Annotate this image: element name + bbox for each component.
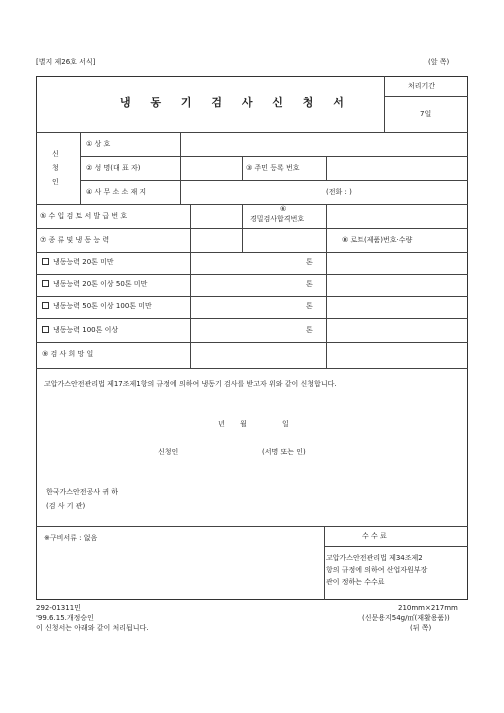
month-label: 월 <box>240 420 247 428</box>
page-side-label: (앞 쪽) <box>428 58 450 66</box>
capacity-option[interactable]: 냉동능력 50톤 이상 100톤 미만 <box>42 302 152 311</box>
recipient-sub: (검 사 기 관) <box>46 502 86 510</box>
checkbox[interactable] <box>42 258 49 265</box>
checkbox[interactable] <box>42 302 49 309</box>
capacity-unit: 톤 <box>306 280 313 288</box>
office-address-label: ④ 사 무 소 소 재 지 <box>86 188 147 196</box>
paper-type: (신문용지54g/㎡(재활용품)) <box>362 614 450 622</box>
signature-placeholder: (서명 또는 인) <box>262 448 306 456</box>
fee-description-line: 관이 정하는 수수료 <box>326 578 385 586</box>
lot-number-label: ⑧ 로트(제품)번호·수량 <box>342 236 413 244</box>
applicant-label-3: 인 <box>52 178 59 186</box>
checkbox[interactable] <box>42 326 49 333</box>
paper-size: 210mm×217mm <box>398 604 458 612</box>
form-code: 292-01311민 <box>36 604 81 612</box>
capacity-unit: 톤 <box>306 302 313 310</box>
capacity-unit: 톤 <box>306 258 313 266</box>
import-review-number-label: ⑤ 수 입 검 토 서 발 급 번 호 <box>40 212 128 220</box>
capacity-option[interactable]: 냉동능력 100톤 이상 <box>42 326 118 335</box>
applicant-label-1: 신 <box>52 150 59 158</box>
required-documents: ※구비서류 : 없음 <box>44 534 98 542</box>
fee-description-line: 고압가스안전관리법 제34조제2 <box>326 554 423 562</box>
processing-period-value: 7일 <box>420 110 432 118</box>
capacity-unit: 톤 <box>306 326 313 334</box>
approval-date: '99.6.15.개정승인 <box>36 614 94 622</box>
processing-note: 이 신청서는 아래와 같이 처리됩니다. <box>36 624 149 632</box>
inspection-date-label: ⑨ 검 사 희 망 일 <box>42 350 94 358</box>
fee-description-line: 항의 규정에 의하여 산업자원부장 <box>326 566 428 574</box>
processing-period-label: 처리기간 <box>408 82 436 90</box>
back-side-label: (뒤 쪽) <box>410 624 432 632</box>
resident-number-label: ③ 주민 등록 번호 <box>246 164 300 172</box>
phone-field: (전화 : ) <box>326 188 352 196</box>
representative-name-label: ② 성 명(대 표 자) <box>86 164 141 172</box>
form-frame <box>36 76 468 600</box>
checkbox[interactable] <box>42 280 49 287</box>
type-capacity-label: ⑦ 종 류 및 냉 동 능 력 <box>40 236 110 244</box>
cert-number-circle: ⑥ <box>280 205 287 213</box>
day-label: 일 <box>282 420 289 428</box>
applicant-signature-label: 신청인 <box>158 448 179 456</box>
application-statement: 고압가스안전관리법 제17조제1항의 규정에 의하여 냉동기 검사를 받고자 위와 같이 신청합니다. <box>44 380 337 388</box>
recipient: 한국가스안전공사 귀 하 <box>46 488 119 496</box>
form-title: 냉 동 기 검 사 신 청 서 <box>120 96 352 109</box>
form-number: [별지 제26호 서식] <box>36 58 96 66</box>
fee-label: 수 수 료 <box>362 532 387 540</box>
trade-name-label: ① 상 호 <box>86 140 111 148</box>
capacity-option[interactable]: 냉동능력 20톤 이상 50톤 미만 <box>42 280 147 289</box>
cert-number-label: 경밀검사합격번호 <box>250 215 305 223</box>
year-label: 년 <box>218 420 225 428</box>
applicant-label-2: 청 <box>52 164 59 172</box>
capacity-option[interactable]: 냉동능력 20톤 미만 <box>42 258 114 267</box>
